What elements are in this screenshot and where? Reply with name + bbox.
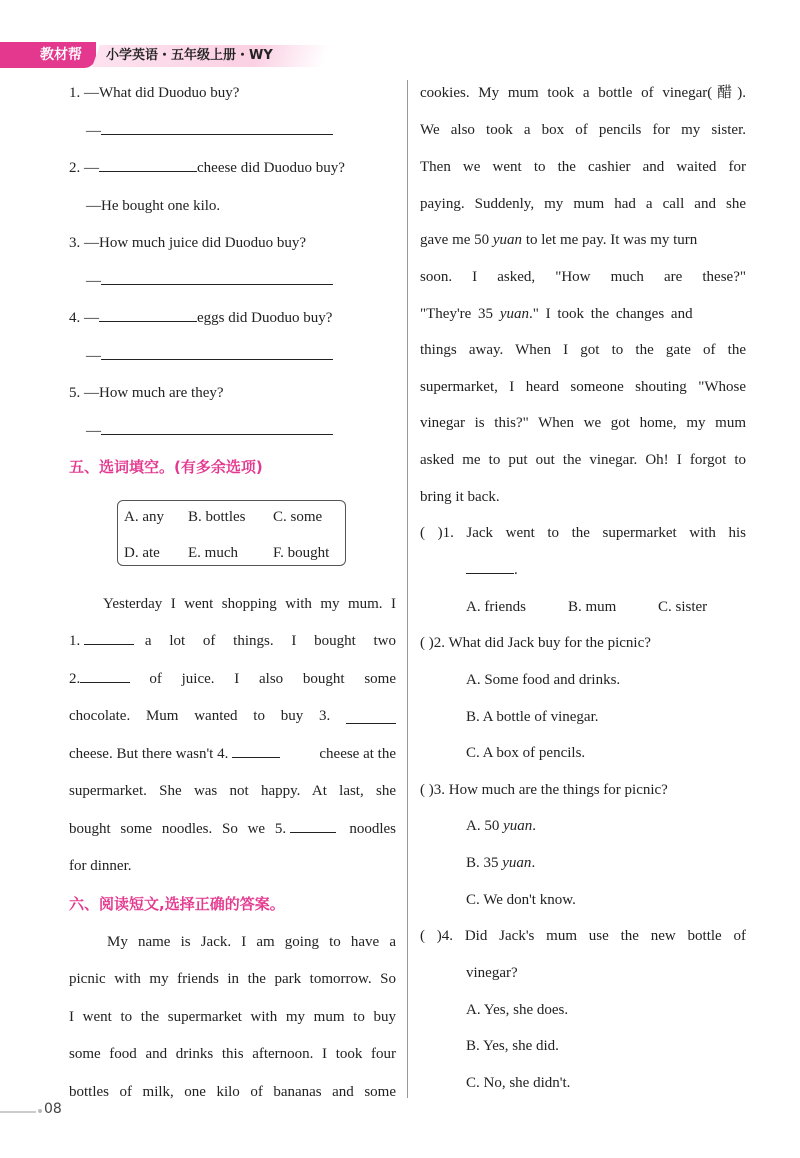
passage-line-8: Then we went to the cashier and waited for [420,159,746,175]
s5-line-5: cheese. But there wasn't 4. cheese at the [69,743,396,765]
s4-q3-answer: — [86,270,333,292]
s5-line-8: for dinner. [69,858,132,874]
rq1-opt-b: B. mum [568,599,617,615]
passage-line-14: supermarket, I heard someone shouting "Whose [420,379,746,395]
word-options-box [117,500,346,566]
rq1-opt-a: A. friends [466,599,526,615]
passage-line-2: picnic with my friends in the park tomorrow. So [69,971,396,987]
rq4-opt-c: C. No, she didn't. [466,1075,571,1091]
rq3: ( )3. How much are the things for picnic? [420,782,668,798]
page-number: 08 [44,1101,62,1117]
option-a: A. any [124,509,164,525]
option-f: F. bought [273,545,330,561]
subject-banner [92,45,330,67]
s5-line-6: supermarket. She was not happy. At last, she [69,783,396,799]
s5-line-1: Yesterday I went shopping with my mum. I [103,596,396,612]
rq1-blank: . [466,559,518,581]
s5-line-2: 1. a lot of things. I bought two [69,630,396,652]
passage-line-3: I went to the supermarket with my mum to buy [69,1009,396,1025]
rq2-opt-c: C. A box of pencils. [466,745,586,761]
footer-dot [38,1109,42,1113]
rq1: ( )1. Jack went to the supermarket with his [420,525,746,541]
s4-q5: 5. —How much are they? [69,385,224,401]
s5-line-3: 2. of juice. I also bought some [69,668,396,690]
passage-line-11: soon. I asked, "How much are these?" [420,269,746,285]
rq4-opt-a: A. Yes, she does. [466,1002,569,1018]
s4-q1: 1. —What did Duoduo buy? [69,85,240,101]
rq3-opt-c: C. We don't know. [466,892,576,908]
rq2-opt-a: A. Some food and drinks. [466,672,621,688]
passage-line-17: bring it back. [420,489,500,505]
section5-title: 五、选词填空。(有多余选项) [69,458,263,476]
passage-line-1: My name is Jack. I am going to have a [107,934,396,950]
passage-line-15: vinegar is this?" When we got home, my mum [420,415,746,431]
passage-line-6: cookies. My mum took a bottle of vinegar(醋). [420,85,746,101]
rq1-opt-c: C. sister [658,599,708,615]
passage-line-4: some food and drinks this afternoon. I took four [69,1046,396,1062]
rq4: ( )4. Did Jack's mum use the new bottle of [420,928,746,944]
rq3-opt-b: B. 35 yuan. [466,855,536,871]
passage-line-10: gave me 50 yuan to let me pay. It was my turn [420,232,698,248]
passage-line-7: We also took a box of pencils for my sister. [420,122,746,138]
page-header [0,42,330,68]
s4-q2: 2. — cheese did Duoduo buy? [69,157,345,179]
rq4-cont: vinegar? [466,965,518,981]
passage-line-16: asked me to put out the vinegar. Oh! I forgot to [420,452,746,468]
s4-q3: 3. —How much juice did Duoduo buy? [69,235,307,251]
s4-q4: 4. — eggs did Duoduo buy? [69,307,332,329]
rq3-opt-a: A. 50 yuan. [466,818,537,834]
s5-line-7: bought some noodles. So we 5. noodles [69,818,396,840]
passage-line-13: things away. When I got to the gate of the [420,342,746,358]
passage-line-5: bottles of milk, one kilo of bananas and some [69,1084,396,1100]
brand-badge: 教材帮 [0,42,96,68]
rq4-opt-b: B. Yes, she did. [466,1038,559,1054]
option-e: E. much [188,545,238,561]
passage-line-12: "They're 35 yuan." I took the changes and [420,306,693,322]
subject-label: 小学英语・五年级上册・WY [106,48,273,63]
section6-title: 六、阅读短文,选择正确的答案。 [69,895,285,913]
footer-rule [0,1111,36,1113]
rq2-opt-b: B. A bottle of vinegar. [466,709,599,725]
option-d: D. ate [124,545,160,561]
option-b: B. bottles [188,509,246,525]
passage-line-9: paying. Suddenly, my mum had a call and she [420,196,746,212]
s4-q4-answer: — [86,345,333,367]
rq2: ( )2. What did Jack buy for the picnic? [420,635,651,651]
option-c: C. some [273,509,323,525]
s4-q5-answer: — [86,420,333,442]
s4-q1-answer: — [86,120,333,142]
column-divider [407,80,408,1098]
s4-q2-answer: —He bought one kilo. [86,198,221,214]
s5-line-4: chocolate. Mum wanted to buy 3. [69,705,396,727]
